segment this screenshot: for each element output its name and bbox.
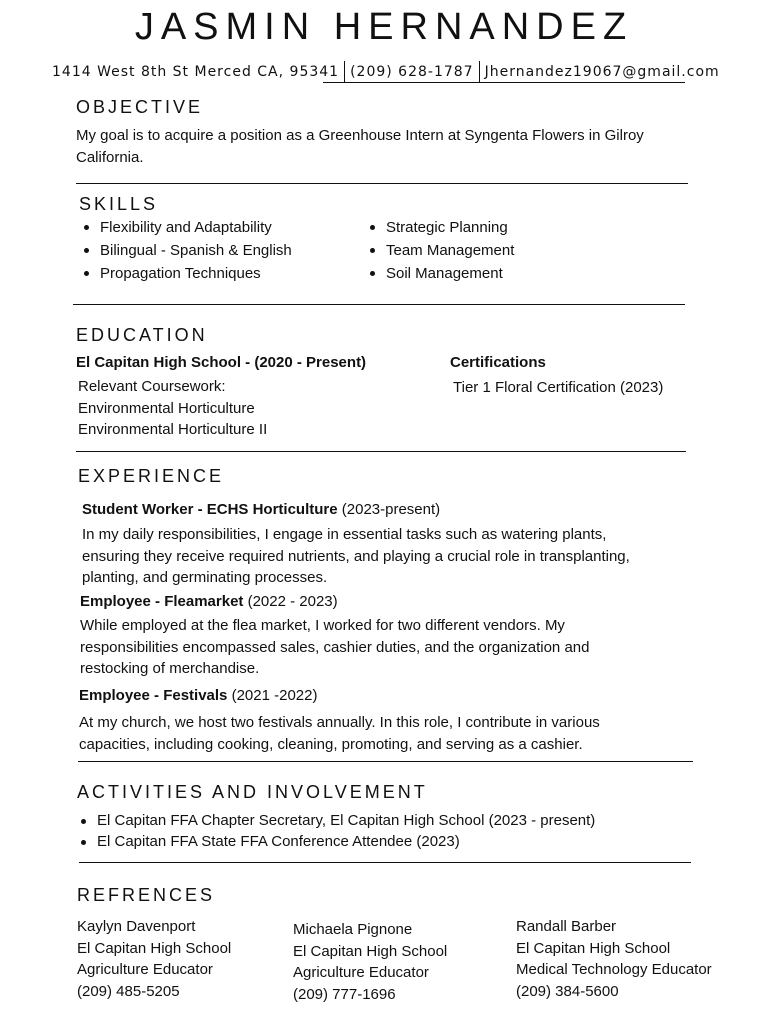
job-dates: (2021 -2022) [227, 687, 318, 704]
activity-item: El Capitan FFA State FFA Conference Attendee (2023) [75, 831, 595, 852]
coursework-line: Relevant Coursework: [78, 378, 226, 395]
coursework-line: Environmental Horticulture [78, 399, 255, 417]
objective-heading: OBJECTIVE [76, 97, 204, 117]
coursework-line: Environmental Horticulture II [78, 421, 268, 438]
activities-heading: ACTIVITIES AND INVOLVEMENT [77, 782, 428, 802]
skill-item: Team Management [364, 239, 514, 262]
job-line: responsibilities encompassed sales, cashier duties, and the organization and [80, 638, 590, 656]
section-rule [73, 304, 685, 305]
contact-line [52, 61, 720, 83]
reference-name: Randall Barber [516, 918, 617, 935]
certification-item: Tier 1 Floral Certification (2023) [453, 379, 664, 396]
divider [344, 61, 345, 83]
reference-school: El Capitan High School [77, 939, 232, 957]
skill-item: Propagation Techniques [78, 262, 292, 285]
job-title-line [79, 685, 317, 707]
job-title: Student Worker - ECHS Horticulture [82, 501, 338, 518]
experience-heading: EXPERIENCE [78, 466, 225, 486]
reference-school: El Capitan High School [516, 939, 671, 957]
job-title-line [82, 499, 440, 521]
reference-name: Kaylyn Davenport [77, 918, 196, 935]
reference-name: Michaela Pignone [293, 921, 413, 938]
job-line: While employed at the flea market, I worked for two different vendors. My [80, 617, 565, 634]
skill-item: Soil Management [364, 262, 514, 285]
objective-line: My goal is to acquire a position as a Greenhouse Intern at Syngenta Flowers in Gilroy [76, 127, 644, 144]
activity-item: El Capitan FFA Chapter Secretary, El Capitan High School (2023 - present) [75, 810, 595, 831]
skills-list-right [364, 216, 514, 285]
reference-phone: (209) 485-5205 [77, 982, 180, 1000]
skill-item: Bilingual - Spanish & English [78, 239, 292, 262]
reference-title: Medical Technology Educator [516, 961, 712, 978]
job-description [82, 524, 630, 589]
job-title: Employee - Festivals [79, 687, 228, 704]
reference-title: Agriculture Educator [77, 961, 213, 978]
job-line: At my church, we host two festivals annually. In this role, I contribute in various [79, 714, 600, 731]
skill-item: Flexibility and Adaptability [78, 216, 292, 239]
section-rule [78, 761, 693, 762]
reference-title: Agriculture Educator [293, 964, 429, 981]
reference-phone: (209) 777-1696 [293, 985, 396, 1003]
reference-school: El Capitan High School [293, 942, 448, 960]
skills-list-left [78, 216, 292, 285]
address: 1414 West 8th St Merced CA, 95341 [52, 64, 340, 80]
job-line: In my daily responsibilities, I engage in essential tasks such as watering plants, [82, 526, 607, 543]
objective-text [76, 125, 644, 169]
job-line: planting, and germinating processes. [82, 569, 328, 586]
divider [479, 61, 480, 83]
school-name: El Capitan High School - (2020 - Present) [76, 354, 367, 371]
education-heading: EDUCATION [76, 325, 208, 345]
section-rule [76, 451, 686, 452]
email: Jhernandez19067@gmail.com [484, 64, 720, 80]
objective-line: California. [76, 149, 144, 166]
reference-card [516, 916, 712, 1002]
reference-card [293, 919, 447, 1005]
references-heading: REFRENCES [77, 885, 216, 905]
activities-list [75, 810, 595, 852]
job-title: Employee - Fleamarket [80, 593, 244, 610]
skill-item: Strategic Planning [364, 216, 514, 239]
job-dates: (2023-present) [337, 501, 441, 518]
reference-card [77, 916, 231, 1002]
job-line: ensuring they receive required nutrients, and playing a crucial role in transplanting, [82, 547, 630, 565]
job-title-line [80, 591, 338, 613]
job-description [80, 615, 589, 680]
skills-heading: SKILLS [79, 194, 159, 214]
section-rule [79, 862, 691, 863]
section-rule [76, 183, 688, 184]
coursework [78, 376, 267, 441]
job-line: restocking of merchandise. [80, 660, 260, 677]
header-rule [323, 82, 685, 83]
job-line: capacities, including cooking, cleaning, promoting, and serving as a cashier. [79, 735, 583, 753]
phone: (209) 628-1787 [350, 64, 474, 80]
job-dates: (2022 - 2023) [243, 593, 338, 610]
resume-name: JASMIN HERNANDEZ [134, 6, 634, 48]
reference-phone: (209) 384-5600 [516, 982, 619, 1000]
job-description [79, 712, 600, 755]
certifications-heading: Certifications [450, 354, 546, 371]
